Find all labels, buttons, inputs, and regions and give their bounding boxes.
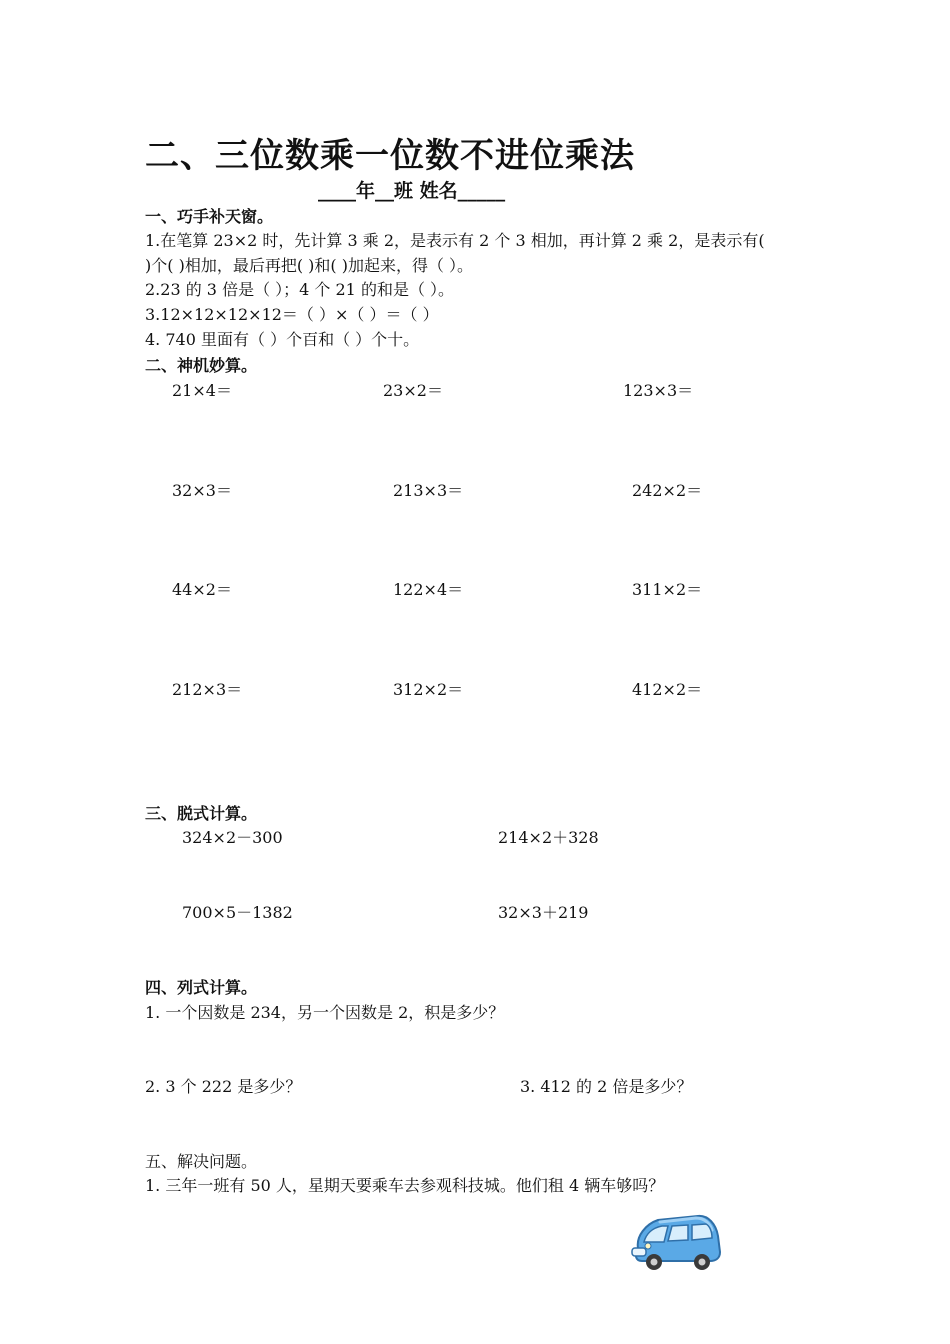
section4-heading: 四、列式计算。 [145,978,258,997]
section1-heading: 一、巧手补天窗。 [145,207,274,226]
section3-heading: 三、脱式计算。 [145,804,258,823]
q3: 3.12×12×12×12＝（ ）×（ ）＝（ ） [145,305,439,324]
s4-q1: 1. 一个因数是 234，另一个因数是 2，积是多少？ [145,1003,505,1022]
calc-item: 23×2＝ [383,381,443,400]
calc-item: 311×2＝ [632,580,703,599]
calc-item: 242×2＝ [632,481,703,500]
page-title: 二、三位数乘一位数不进位乘法 [145,136,635,176]
calc-item: 21×4＝ [172,381,232,400]
class-name-line: ____年__班 姓名_____ [318,180,506,202]
calc-item: 212×3＝ [172,680,243,699]
s4-q2: 2. 3 个 222 是多少？ [145,1077,302,1096]
q1-line1: 1.在笔算 23×2 时，先计算 3 乘 2，是表示有 2 个 3 相加，再计算 2 乘 2，是表示有( [145,231,765,250]
calc-item: 213×3＝ [393,481,464,500]
q4: 4. 740 里面有（ ）个百和（ ）个十。 [145,330,420,349]
step-calc-item: 324×2－300 [182,828,283,847]
section5-heading: 五、解决问题。 [145,1152,258,1171]
calc-item: 412×2＝ [632,680,703,699]
car-icon [628,1210,724,1276]
s4-q3: 3. 412 的 2 倍是多少？ [520,1077,693,1096]
section2-heading: 二、神机妙算。 [145,356,258,375]
calc-item: 44×2＝ [172,580,232,599]
calc-item: 122×4＝ [393,580,464,599]
calc-item: 32×3＝ [172,481,232,500]
q1-line2: )个( )相加，最后再把( )和( )加起来，得（ ）。 [145,256,474,275]
calc-item: 312×2＝ [393,680,464,699]
step-calc-item: 700×5－1382 [182,903,293,922]
step-calc-item: 32×3＋219 [498,903,589,922]
q2: 2.23 的 3 倍是（ ）；4 个 21 的和是（ ）。 [145,280,455,299]
step-calc-item: 214×2＋328 [498,828,599,847]
s5-q1: 1. 三年一班有 50 人，星期天要乘车去参观科技城。他们租 4 辆车够吗？ [145,1176,665,1195]
calc-item: 123×3＝ [623,381,694,400]
